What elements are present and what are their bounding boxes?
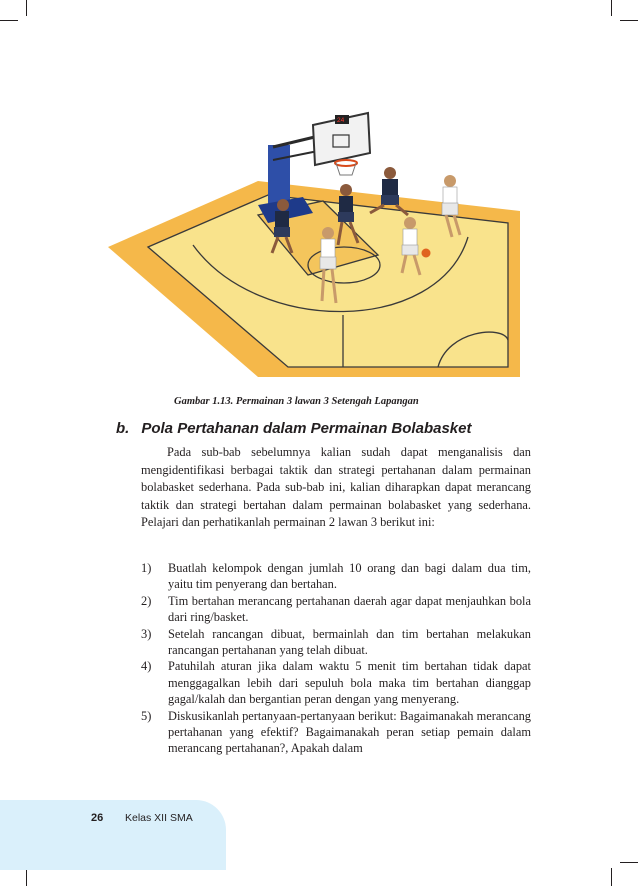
crop-mark [611, 0, 612, 16]
list-item-text: Setelah rancangan dibuat, bermainlah dan tim bertahan melakukan rancangan pertahanan yang telah dibuat. [168, 626, 531, 658]
section-heading [116, 420, 471, 437]
footer-bar [0, 800, 226, 870]
list-item [141, 593, 531, 626]
list-item [141, 560, 531, 593]
intro-paragraph: Pada sub-bab sebelumnya kalian sudah dapat menganalisis dan mengidentifikasi berbagai taktik dan strategi pertahanan dalam permainan bolabasket sederhana. Pada sub-bab ini, kalian diharapkan dapat merancang taktik dan strategi bertahan dalam permainan bolabasket yang sederhana. Pelajari dan perhatikanlah permainan 2 lawan 3 berikut ini: [141, 445, 531, 530]
crop-mark [26, 0, 27, 16]
crop-mark [620, 20, 638, 21]
crop-mark [611, 868, 612, 886]
list-item-number: 2) [141, 593, 152, 608]
list-item [141, 626, 531, 659]
list-item-text: Patuhilah aturan jika dalam waktu 5 menit tim bertahan tidak dapat menggagalkan lebih dari sepuluh bola maka tim bertahan dianggap gagal/kalah dan bergantian peran dengan yang menyerang. [168, 659, 531, 707]
list-item-text: Buatlah kelompok dengan jumlah 10 orang dan bagi dalam dua tim, yaitu tim penyerang dan bertahan. [168, 561, 531, 592]
basketball [422, 249, 431, 258]
section-letter: b. [116, 420, 130, 437]
list-item-number: 1) [141, 561, 152, 575]
basketball-court-illustration [108, 105, 520, 377]
hoop-rim [335, 160, 357, 166]
list-item-text: Diskusikanlah pertanyaan-pertanyaan berikut: Bagaimanakah merancang pertahanan yang efektif? Bagaimanakah peran setiap pemain dalam merancang pertahanan?, Apakah dalam [168, 708, 531, 756]
page-number: 26 [91, 812, 104, 824]
crop-mark [620, 862, 638, 863]
section-title: Pola Pertahanan dalam Permainan Bolabasket [141, 420, 472, 437]
list-item-text: Tim bertahan merancang pertahanan daerah agar dapat menjauhkan bola dari ring/basket. [168, 593, 531, 625]
list-item [141, 708, 531, 757]
list-item-number: 3) [141, 626, 152, 641]
crop-mark [26, 868, 27, 886]
list-item-number: 4) [141, 659, 152, 674]
book-title: Kelas XII SMA [125, 812, 193, 824]
list-item-number: 5) [141, 708, 152, 723]
shot-clock-value: 24 [337, 117, 345, 124]
list-item [141, 658, 531, 707]
figure-caption: Gambar 1.13. Permainan 3 lawan 3 Setengah Lapangan [174, 396, 419, 407]
steps-list [141, 560, 531, 757]
crop-mark [0, 20, 18, 21]
